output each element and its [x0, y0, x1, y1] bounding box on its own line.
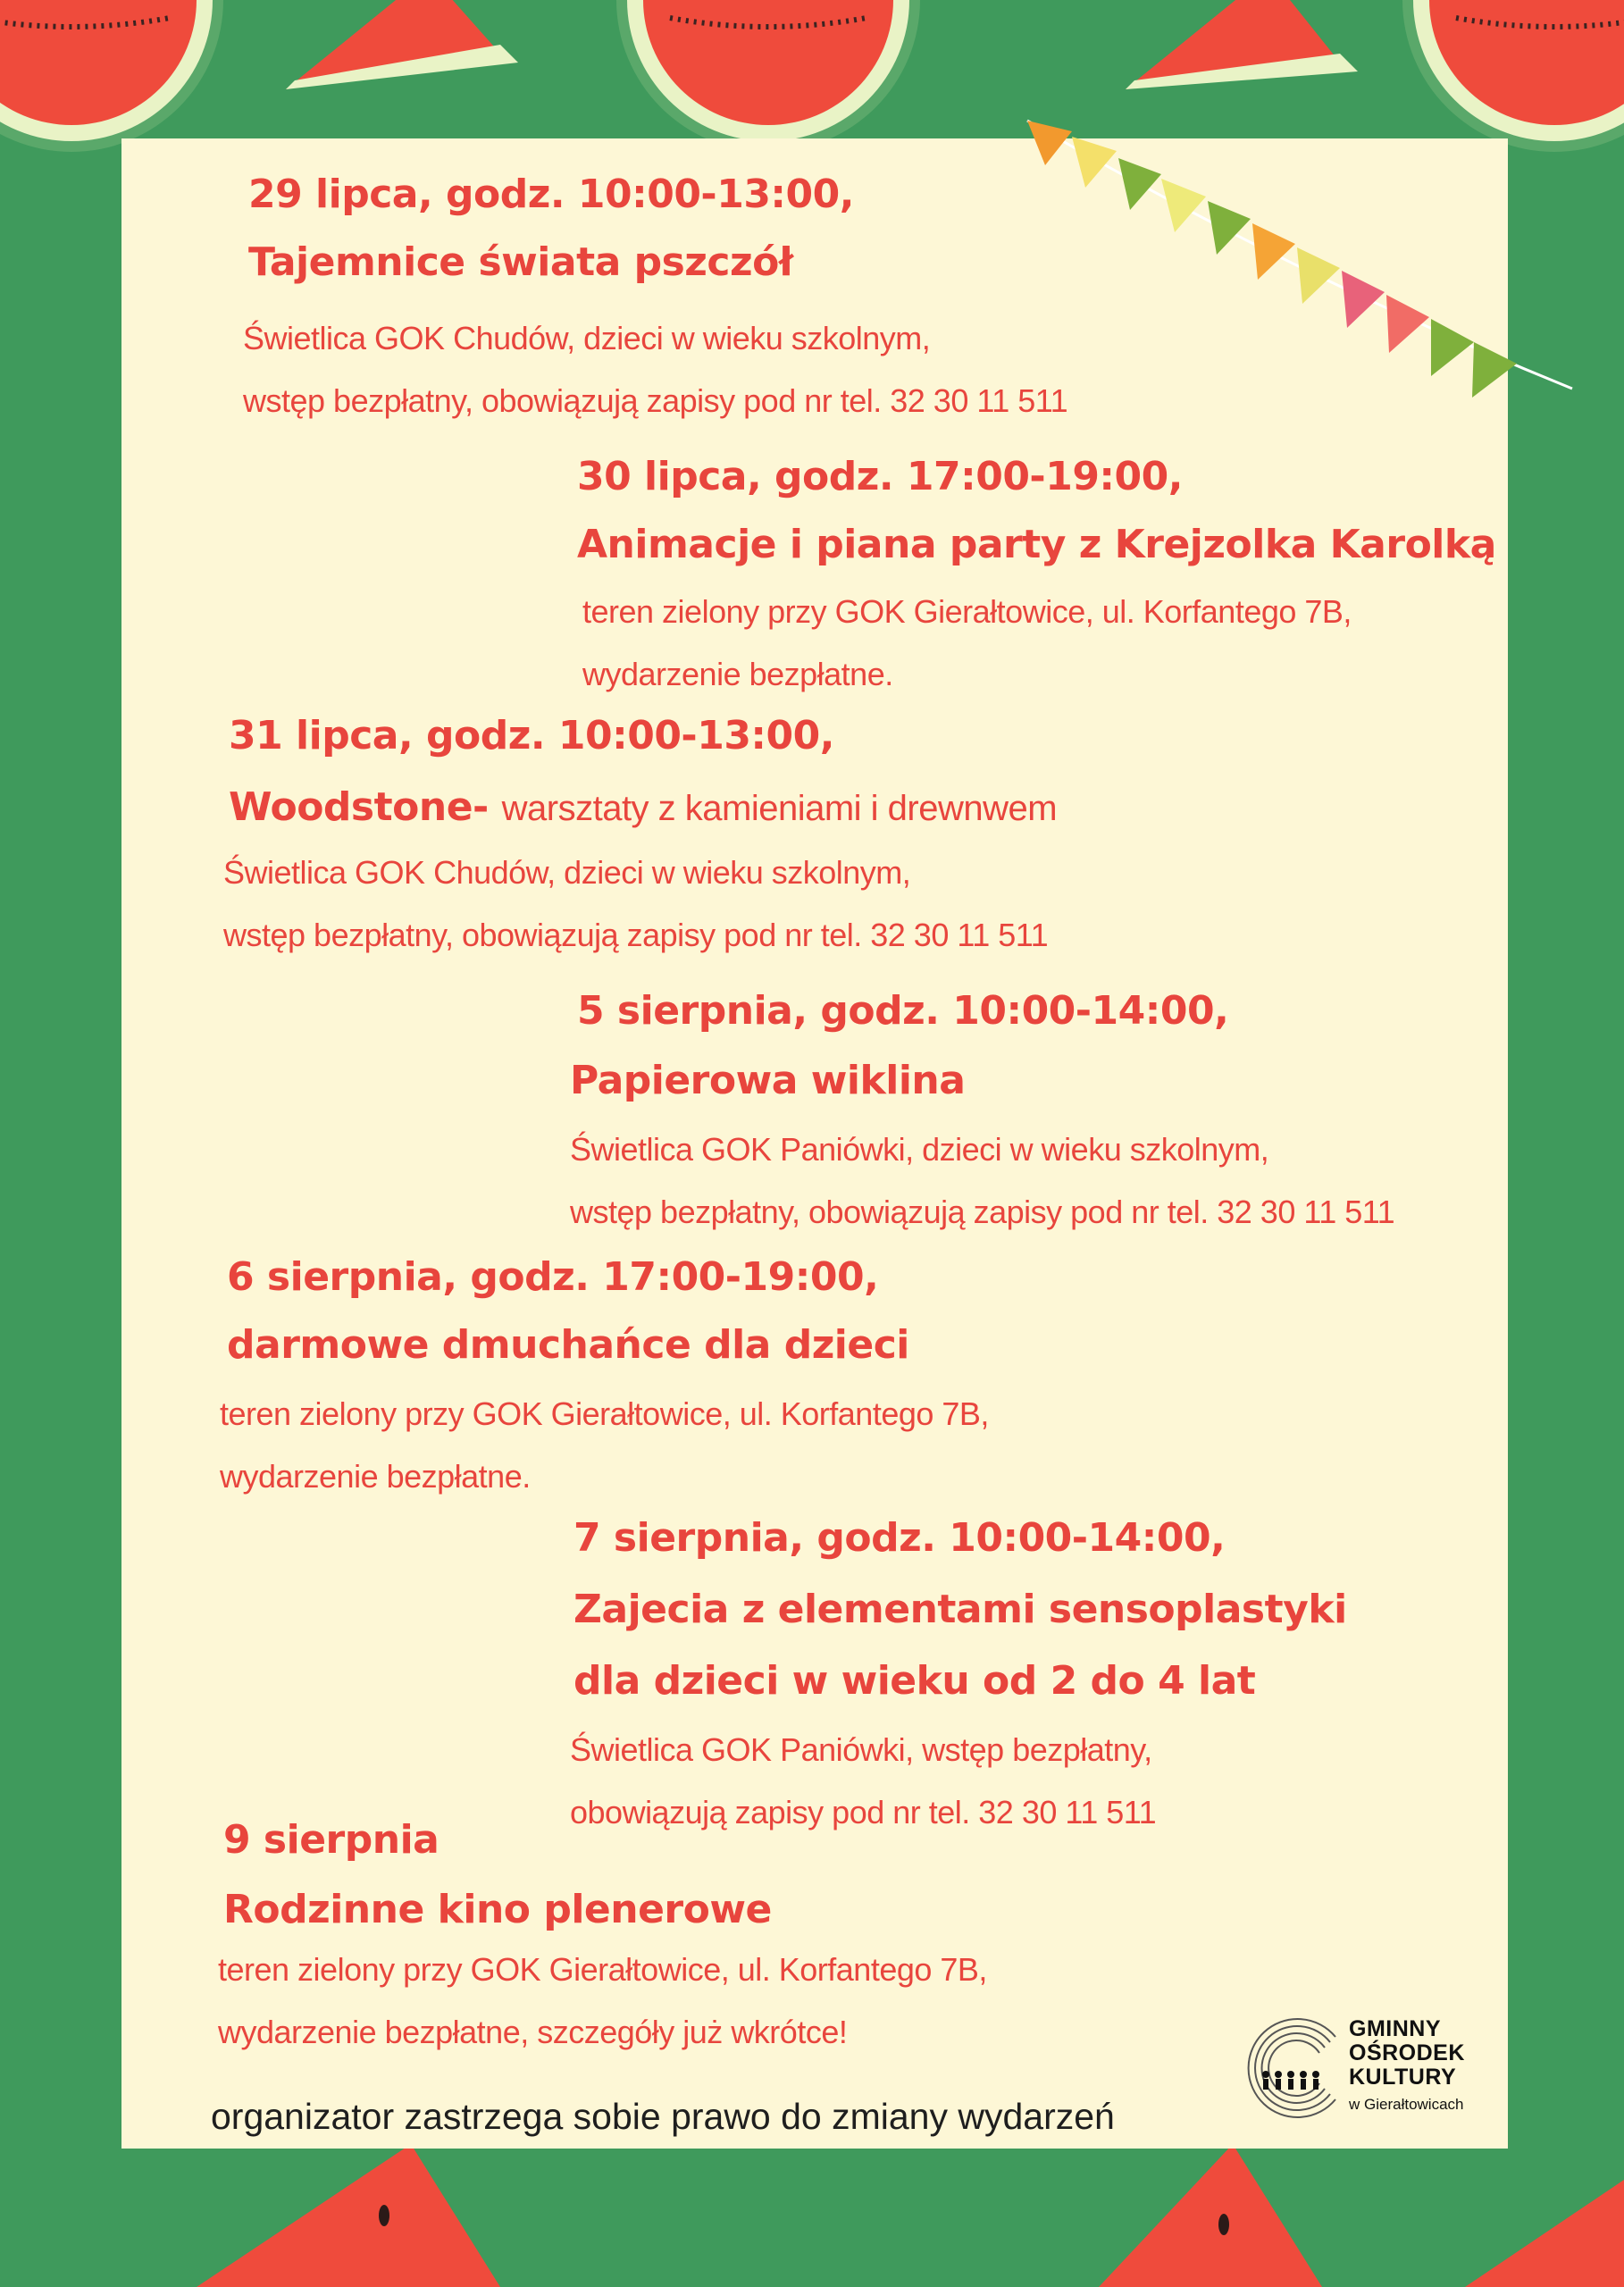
event-detail: Świetlica GOK Paniówki, wstęp bezpłatny, — [570, 1731, 1152, 1768]
watermelon-decoration — [0, 0, 223, 152]
event-title: Rodzinne kino plenerowe — [223, 1887, 772, 1932]
event-date: 9 sierpnia — [223, 1817, 439, 1863]
event-detail: wstęp bezpłatny, obowiązują zapisy pod nr tel. 32 30 11 511 — [223, 917, 1049, 953]
event-detail: teren zielony przy GOK Gierałtowice, ul. Korfantego 7B, — [582, 593, 1352, 630]
event-detail: wstęp bezpłatny, obowiązują zapisy pod nr tel. 32 30 11 511 — [243, 382, 1068, 419]
logo-line: KULTURY — [1349, 2065, 1457, 2090]
logo-line: OŚRODEK — [1349, 2040, 1465, 2065]
logo-line: GMINNY — [1349, 2016, 1441, 2041]
event-title-suffix: warsztaty z kamieniami i drewnwem — [501, 789, 1058, 828]
event-date: 5 sierpnia, godz. 10:00-14:00, — [577, 988, 1229, 1034]
logo-wordmark — [1349, 2017, 1465, 2090]
event-date: 7 sierpnia, godz. 10:00-14:00, — [573, 1515, 1226, 1561]
event-detail: wydarzenie bezpłatne, szczegóły już wkrótce! — [218, 2014, 848, 2050]
event-detail: Świetlica GOK Paniówki, dzieci w wieku szkolnym, — [570, 1131, 1269, 1168]
event-title: Papierowa wiklina — [570, 1058, 966, 1103]
event-title: Tajemnice świata pszczół — [248, 239, 793, 285]
event-detail: teren zielony przy GOK Gierałtowice, ul. Korfantego 7B, — [218, 1951, 987, 1988]
event-date: 29 lipca, godz. 10:00-13:00, — [248, 172, 854, 217]
event-detail: teren zielony przy GOK Gierałtowice, ul. Korfantego 7B, — [220, 1395, 989, 1432]
event-detail: wstęp bezpłatny, obowiązują zapisy pod nr tel. 32 30 11 511 — [570, 1194, 1395, 1230]
footer-disclaimer: organizator zastrzega sobie prawo do zmiany wydarzeń — [211, 2096, 1115, 2137]
event-date: 6 sierpnia, godz. 17:00-19:00, — [227, 1254, 879, 1300]
event-title: darmowe dmuchańce dla dzieci — [227, 1322, 909, 1368]
event-title-line2: dla dzieci w wieku od 2 do 4 lat — [573, 1658, 1256, 1704]
event-title: Zajecia z elementami sensoplastyki — [573, 1587, 1347, 1632]
bunting-decoration — [1018, 112, 1581, 406]
event-detail: wydarzenie bezpłatne. — [582, 656, 893, 692]
event-date: 31 lipca, godz. 10:00-13:00, — [229, 713, 834, 758]
event-title: Animacje i piana party z Krejzolka Karolką — [577, 522, 1496, 567]
event-date: 30 lipca, godz. 17:00-19:00, — [577, 454, 1183, 499]
event-detail: Świetlica GOK Chudów, dzieci w wieku szkolnym, — [243, 320, 931, 356]
event-title-main: Woodstone- — [229, 784, 489, 830]
logo-subtitle: w Gierałtowicach — [1349, 2096, 1464, 2113]
event-title — [229, 784, 1057, 830]
event-detail: obowiązują zapisy pod nr tel. 32 30 11 511 — [570, 1794, 1157, 1830]
watermelon-decoration — [616, 0, 920, 152]
event-detail: Świetlica GOK Chudów, dzieci w wieku szkolnym, — [223, 854, 911, 891]
event-detail: wydarzenie bezpłatne. — [220, 1458, 531, 1495]
